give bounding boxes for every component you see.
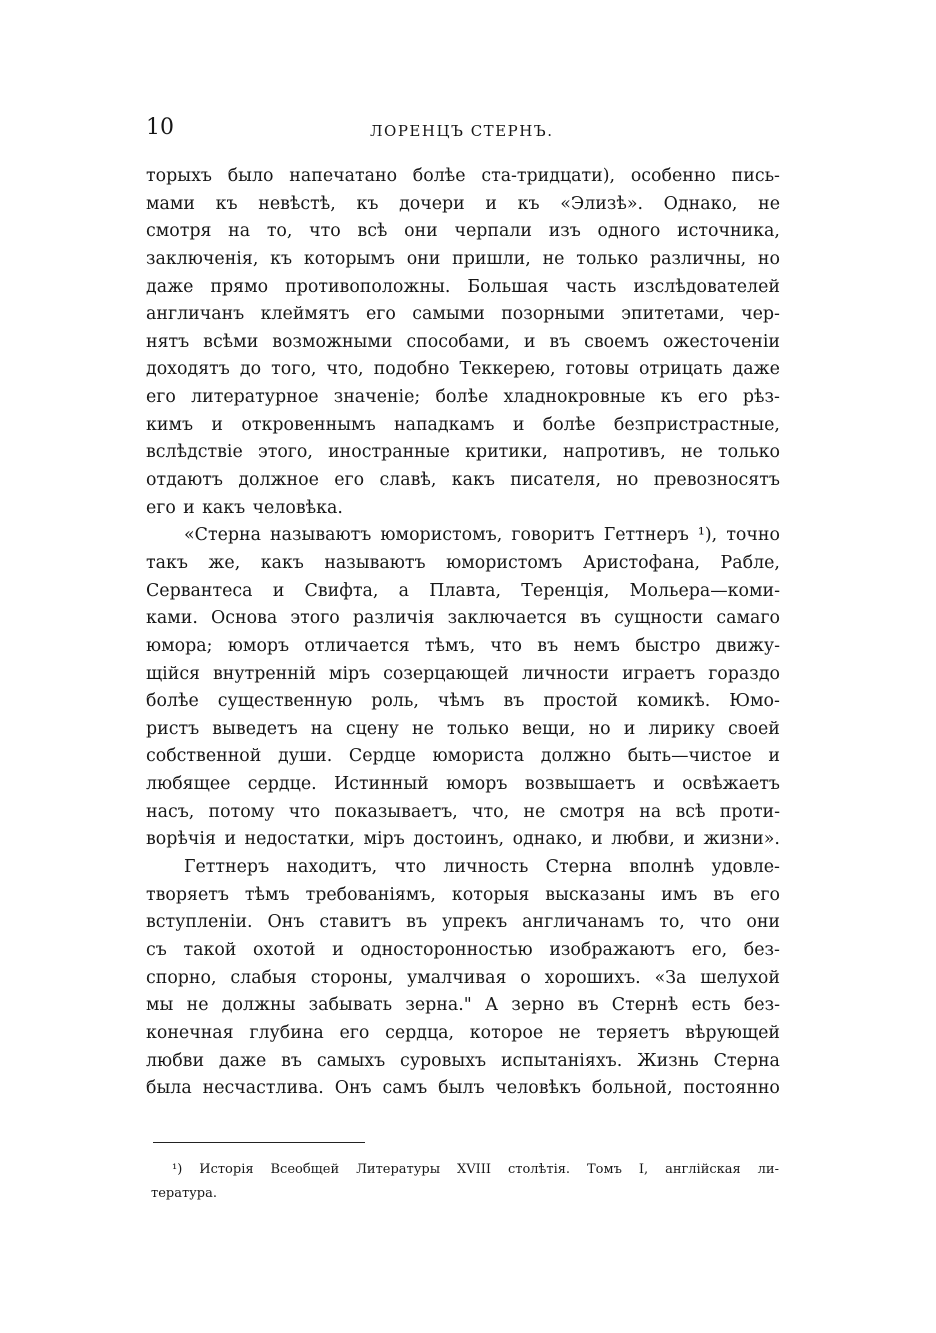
footnotes: [151, 1158, 779, 1206]
text-line: насъ, потому что показываетъ, что, не смотря на всѣ проти-: [146, 801, 780, 822]
text-line: его и какъ человѣка.: [146, 497, 343, 518]
text-line: мы не должны забывать зерна." А зерно въ Стернѣ есть без-: [146, 995, 780, 1016]
text-line: заключенія, къ которымъ они пришли, не только различны, но: [146, 248, 780, 269]
text-line: съ такой охотой и односторонностью изображаютъ его, без-: [146, 939, 780, 960]
footnote-line: ¹) Исторія Всеобщей Литературы XVIII столѣтія. Томъ I, англійская ли-: [172, 1162, 779, 1177]
text-line: творяетъ тѣмъ требованіямъ, которыя высказаны имъ въ его: [146, 884, 780, 905]
body-text: [146, 163, 780, 1103]
text-line: англичанъ клеймятъ его самыми позорными эпитетами, чер-: [146, 304, 780, 325]
page-number: 10: [146, 115, 174, 140]
text-line: болѣе существенную роль, чѣмъ въ простой комикѣ. Юмо-: [146, 691, 780, 712]
text-line: вступленіи. Онъ ставитъ въ упрекъ англичанамъ то, что они: [146, 912, 780, 933]
text-line: мами къ невѣстѣ, къ дочери и къ «Элизѣ». Однако, не: [146, 193, 780, 214]
text-line: спорно, слабыя стороны, умалчивая о хорошихъ. «За шелухой: [146, 967, 780, 988]
text-line: даже прямо противоположны. Большая часть изслѣдователей: [146, 276, 780, 297]
text-line: юмора; юморъ отличается тѣмъ, что въ немъ быстро движу-: [146, 635, 780, 656]
text-line: конечная глубина его сердца, которое не теряетъ вѣрующей: [146, 1022, 780, 1043]
text-line: собственной души. Сердце юмориста должно быть—чистое и: [146, 746, 780, 767]
text-line: вслѣдствіе этого, иностранные критики, напротивъ, не только: [146, 442, 780, 463]
text-line: смотря на то, что всѣ они черпали изъ одного источника,: [146, 221, 780, 242]
text-line: его литературное значеніе; болѣе хладнокровные къ его рѣз-: [146, 387, 780, 408]
text-line: была несчастлива. Онъ самъ былъ человѣкъ больной, постоянно: [146, 1078, 780, 1099]
text-line: щійся внутренній міръ созерцающей личности играетъ гораздо: [146, 663, 780, 684]
text-line: «Стерна называютъ юмористомъ, говоритъ Геттнеръ ¹), точно: [184, 525, 780, 546]
text-line: Геттнеръ находитъ, что личность Стерна вполнѣ удовле-: [184, 857, 780, 878]
text-line: любящее сердце. Истинный юморъ возвышаетъ и освѣжаетъ: [146, 774, 780, 795]
text-line: торыхъ было напечатано болѣе ста-тридцати), особенно пись-: [146, 166, 780, 186]
text-line: доходятъ до того, что, подобно Теккерею, готовы отрицать даже: [146, 359, 780, 380]
text-line: Сервантеса и Свифта, а Плавта, Теренція, Мольера—коми-: [146, 580, 780, 601]
text-line: отдаютъ должное его славѣ, какъ писателя, но превозносятъ: [146, 470, 780, 491]
text-line: такъ же, какъ называютъ юмористомъ Аристофана, Рабле,: [146, 552, 780, 573]
running-title: ЛОРЕНЦЪ СТЕРНЪ.: [370, 122, 554, 140]
footnote-divider: [153, 1142, 365, 1143]
text-line: нятъ всѣми возможными способами, и въ своемъ ожесточеніи: [146, 331, 780, 352]
footnote-line: тература.: [151, 1186, 218, 1201]
text-line: ристъ выведетъ на сцену не только вещи, но и лирику своей: [146, 718, 780, 739]
text-line: кимъ и откровеннымъ нападкамъ и болѣе безпристрастные,: [146, 414, 780, 435]
text-line: любви даже въ самыхъ суровыхъ испытаніяхъ. Жизнь Стерна: [146, 1050, 780, 1071]
text-line: ворѣчія и недостатки, міръ достоинъ, однако, и любви, и жизни».: [146, 829, 780, 850]
text-line: ками. Основа этого различія заключается въ сущности самаго: [146, 608, 780, 629]
